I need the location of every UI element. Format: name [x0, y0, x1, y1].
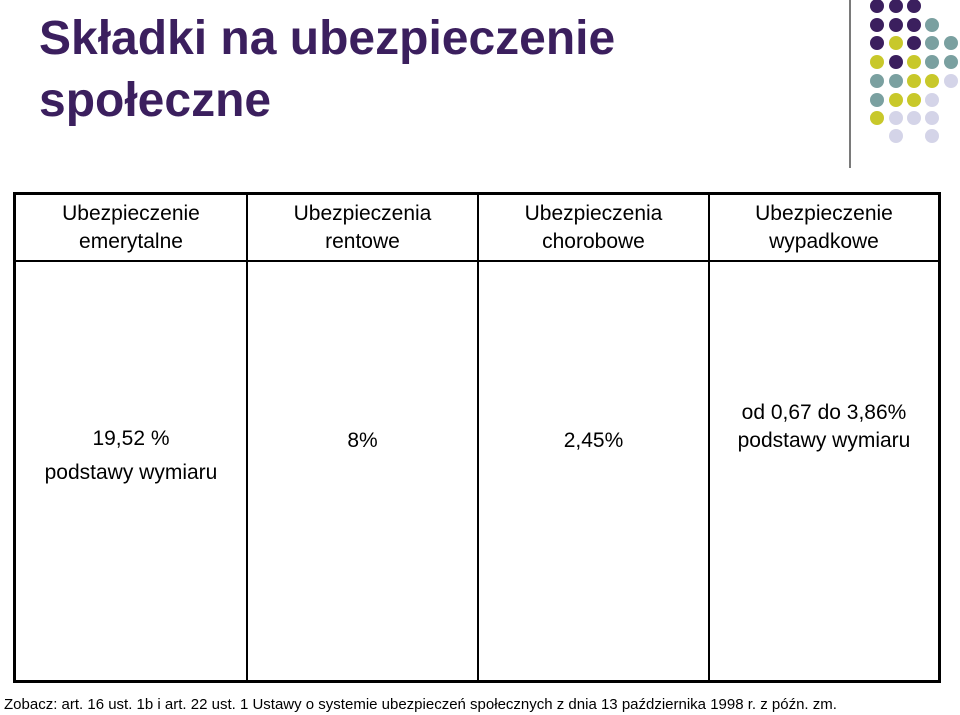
- decor-dot: [925, 93, 939, 107]
- decor-dot: [944, 36, 958, 50]
- decor-dot: [944, 74, 958, 88]
- header-cell-chorobowe: [479, 195, 710, 262]
- header-cell-emerytalne: [16, 195, 248, 262]
- header-text: Ubezpieczenia: [293, 201, 432, 225]
- value-text: 8%: [347, 429, 378, 452]
- decor-dot: [870, 93, 884, 107]
- value-text: 2,45%: [563, 429, 624, 452]
- header-text: Ubezpieczenie: [62, 201, 200, 225]
- value-text: podstawy wymiaru: [44, 461, 218, 484]
- value-cell-chorobowe: [479, 262, 710, 680]
- header-text: chorobowe: [542, 229, 645, 253]
- decor-dot: [870, 55, 884, 69]
- decor-dot: [907, 0, 921, 13]
- decor-dot: [870, 74, 884, 88]
- decor-dot: [907, 18, 921, 32]
- decor-dot: [889, 93, 903, 107]
- decor-dot: [870, 0, 884, 13]
- decor-dot: [925, 18, 939, 32]
- title-line-2: społeczne: [39, 74, 272, 127]
- decor-dot: [870, 111, 884, 125]
- value-text: od 0,67 do 3,86%: [741, 401, 907, 424]
- decor-dot: [889, 74, 903, 88]
- footnote-legal-reference: Zobacz: art. 16 ust. 1b i art. 22 ust. 1 Ustawy o systemie ubezpieczeń społecznych z dnia 13 października 1998 r. z późn. zm.: [4, 696, 837, 713]
- decor-dot-grid: [860, 0, 960, 170]
- decor-dot: [907, 55, 921, 69]
- decor-dot: [907, 93, 921, 107]
- decor-dot: [870, 36, 884, 50]
- header-text: Ubezpieczenie: [755, 201, 893, 225]
- decor-dot: [925, 36, 939, 50]
- decor-dot: [925, 74, 939, 88]
- value-text: 19,52 %: [92, 427, 170, 450]
- contributions-table: [13, 192, 941, 683]
- decor-dot: [907, 74, 921, 88]
- decor-dot: [925, 129, 939, 143]
- decor-dot: [870, 18, 884, 32]
- decor-dot: [889, 36, 903, 50]
- decor-dot: [925, 55, 939, 69]
- decor-dot: [925, 111, 939, 125]
- decor-dot: [889, 129, 903, 143]
- decor-vertical-line: [849, 0, 851, 168]
- decor-dot: [889, 0, 903, 13]
- value-cell-rentowe: [248, 262, 479, 680]
- header-text: Ubezpieczenia: [524, 201, 663, 225]
- header-text: wypadkowe: [769, 229, 879, 253]
- header-cell-rentowe: [248, 195, 479, 262]
- title-line-1: Składki na ubezpieczenie: [39, 12, 616, 65]
- decor-dot: [944, 55, 958, 69]
- value-cell-wypadkowe: [710, 262, 938, 680]
- decor-dot: [889, 18, 903, 32]
- decor-dot: [889, 111, 903, 125]
- value-cell-emerytalne: [16, 262, 248, 680]
- value-text: podstawy wymiaru: [737, 429, 911, 452]
- header-text: rentowe: [325, 229, 400, 253]
- header-text: emerytalne: [79, 229, 183, 253]
- header-cell-wypadkowe: [710, 195, 938, 262]
- slide-title: [39, 8, 615, 132]
- decor-dot: [907, 111, 921, 125]
- decor-dot: [889, 55, 903, 69]
- decor-dot: [907, 36, 921, 50]
